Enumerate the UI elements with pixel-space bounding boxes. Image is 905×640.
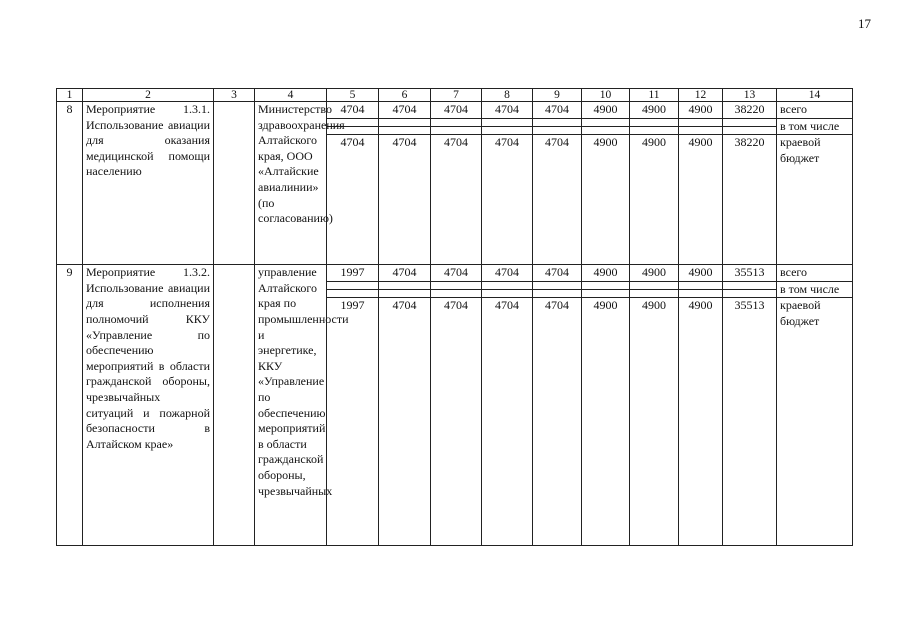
- header-cell: 12: [679, 89, 723, 102]
- funding-label: в том числе: [777, 118, 853, 135]
- header-cell: 14: [777, 89, 853, 102]
- value-cell: 4704: [482, 135, 533, 265]
- measure-cell: Мероприятие 1.3.1. Использование авиации для оказания медицинской помощи населению: [83, 102, 214, 265]
- col3-cell: [214, 102, 255, 265]
- value-cell: 4704: [533, 298, 582, 546]
- header-cell: 2: [83, 89, 214, 102]
- executor-cell: управление Алтайского края по промышленности и энергетике, ККУ «Управление по обеспечению мероприятий в области гражданской обороны, чрезвычайных: [255, 265, 327, 546]
- header-cell: 7: [431, 89, 482, 102]
- value-cell: 4900: [582, 298, 630, 546]
- value-cell: 4704: [379, 265, 431, 282]
- header-cell: 9: [533, 89, 582, 102]
- funding-label: в том числе: [777, 281, 853, 298]
- value-cell: 4900: [630, 265, 679, 282]
- col3-cell: [214, 265, 255, 546]
- value-cell: 4900: [582, 102, 630, 119]
- value-cell: 4704: [533, 102, 582, 119]
- value-cell: 38220: [723, 102, 777, 119]
- value-cell: 35513: [723, 265, 777, 282]
- header-cell: 11: [630, 89, 679, 102]
- value-cell: 4900: [582, 265, 630, 282]
- funding-label: краевой бюджет: [777, 298, 853, 546]
- funding-label: краевой бюджет: [777, 135, 853, 265]
- value-cell: 1997: [327, 298, 379, 546]
- value-cell: 4704: [327, 102, 379, 119]
- value-cell: 4900: [679, 102, 723, 119]
- value-cell: 4704: [431, 298, 482, 546]
- value-cell: 4704: [482, 265, 533, 282]
- value-cell: 4704: [379, 135, 431, 265]
- page-number: 17: [858, 16, 871, 31]
- header-cell: 3: [214, 89, 255, 102]
- value-cell: 4704: [379, 298, 431, 546]
- header-cell: 10: [582, 89, 630, 102]
- funding-label: всего: [777, 102, 853, 119]
- header-cell: 1: [57, 89, 83, 102]
- header-cell: 8: [482, 89, 533, 102]
- header-row: [57, 89, 853, 102]
- program-table: [56, 88, 853, 546]
- value-cell: 4900: [630, 102, 679, 119]
- value-cell: 4704: [431, 102, 482, 119]
- value-cell: 1997: [327, 265, 379, 282]
- row-number: 9: [57, 265, 83, 546]
- value-cell: 4900: [679, 135, 723, 265]
- measure-cell: Мероприятие 1.3.2. Использование авиации для исполнения полномочий ККУ «Управление по обеспечению мероприятий в области гражданской обороны, чрезвычайных ситуаций и пожарной безопасности в Алтайском крае»: [83, 265, 214, 546]
- value-cell: 4704: [431, 265, 482, 282]
- value-cell: 4704: [379, 102, 431, 119]
- row-number: 8: [57, 102, 83, 265]
- value-cell: 38220: [723, 135, 777, 265]
- header-cell: 4: [255, 89, 327, 102]
- value-cell: 35513: [723, 298, 777, 546]
- value-cell: 4704: [482, 298, 533, 546]
- funding-label: всего: [777, 265, 853, 282]
- table-row: [57, 265, 853, 282]
- value-cell: 4704: [533, 265, 582, 282]
- header-cell: 13: [723, 89, 777, 102]
- value-cell: 4900: [630, 298, 679, 546]
- value-cell: 4704: [327, 135, 379, 265]
- value-cell: 4704: [533, 135, 582, 265]
- value-cell: 4900: [679, 265, 723, 282]
- value-cell: 4900: [630, 135, 679, 265]
- value-cell: 4900: [679, 298, 723, 546]
- value-cell: 4704: [431, 135, 482, 265]
- value-cell: 4704: [482, 102, 533, 119]
- header-cell: 6: [379, 89, 431, 102]
- table-row: [57, 102, 853, 119]
- executor-cell: Министерство здравоохранения Алтайского края, ООО «Алтайские авиалинии» (по согласованию): [255, 102, 327, 265]
- value-cell: 4900: [582, 135, 630, 265]
- header-cell: 5: [327, 89, 379, 102]
